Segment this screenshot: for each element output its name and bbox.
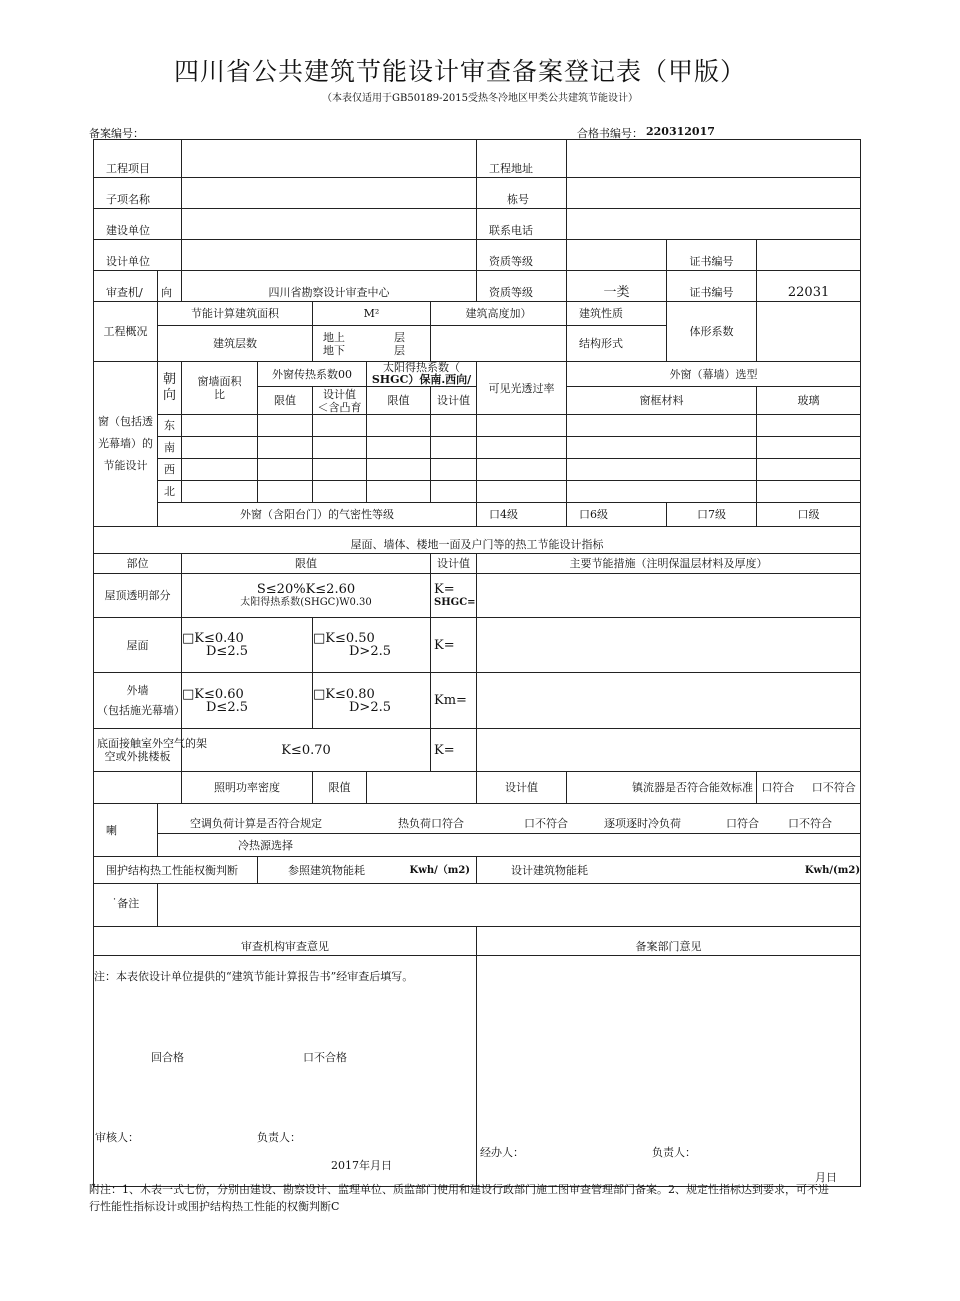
orientation-north: 北 [158,481,182,503]
visible-transmittance-header: 可见光透过率 [477,362,567,415]
reference-energy-cell [258,857,477,884]
heat-load-noncompliant[interactable]: 口不符合 [524,817,568,830]
window-wall-ratio-header: 窗墙面积 比 [182,362,258,415]
qualification-grade-label-2: 资质等级 [477,271,567,302]
building-height-label: 建筑高度加） [431,302,567,326]
tradeoff-label: 围护结构热工性能权衡判断 [94,857,258,884]
above-ground-label: 地上 [323,330,345,344]
reference-energy-label: 参照建筑物能耗 [288,863,365,877]
below-ground-label: 地下 [323,343,345,357]
north-u-limit-field[interactable] [258,481,313,503]
design-energy-unit: Kwh/(m2) [804,864,861,876]
wall-label: 外墙 （包括施光幕墙） [94,673,182,729]
lighting-design-label: 设计值 [477,772,567,804]
west-shgc-limit-field[interactable] [367,459,431,481]
project-item-field[interactable] [182,140,477,178]
lighting-limit-field[interactable] [367,772,477,804]
south-frame-field[interactable] [567,437,757,459]
pass-option[interactable]: 回合格 [151,1051,184,1064]
building-nature-label: 建筑性质 [567,302,667,326]
roof-design[interactable]: K= [431,618,477,673]
north-frame-field[interactable] [567,481,757,503]
envelope-part-header: 部位 [94,554,182,574]
filing-opinion-header: 备案部门意见 [477,927,861,956]
qualification-grade-value: 一类 [567,271,667,302]
u-design-header: 设计值 ＜含凸育 [313,387,367,415]
design-unit-field[interactable] [182,240,477,271]
area-unit: M² [313,302,431,326]
west-vt-field[interactable] [477,459,567,481]
review-agency-label: 审查机/ [94,271,158,302]
ballast-options[interactable] [757,772,861,804]
reviewer-label: 审核人： [95,1131,139,1144]
contact-phone-label: 联系电话 [477,209,567,240]
filing-date: 月日 [815,1171,838,1184]
east-shgc-design-field[interactable] [431,415,477,437]
west-u-limit-field[interactable] [258,459,313,481]
wall-design[interactable]: Km= [431,673,477,729]
north-vt-field[interactable] [477,481,567,503]
roof-measures[interactable] [477,618,861,673]
south-u-limit-field[interactable] [258,437,313,459]
envelope-design-header: 设计值 [431,554,477,574]
orientation-header: 朝 向 [158,362,182,415]
window-u-value-header: 外窗传热系数00 [258,362,367,387]
ballast-label: 镇流器是否符合能效标准 [567,772,757,804]
floor-unit-above: 层 [394,330,405,344]
floor-count-label: 建筑层数 [158,326,313,362]
design-unit-label: 设计单位 [94,240,182,271]
airtightness-level-4[interactable]: 口4级 [477,503,567,527]
project-overview-label: 工程概况 [94,302,158,362]
east-wwr-field[interactable] [182,415,258,437]
north-shgc-limit-field[interactable] [367,481,431,503]
review-agency-value: 四川省勘察设计审查中心 [182,271,477,302]
filing-person-in-charge-label: 负责人： [652,1146,697,1159]
west-glass-field[interactable] [757,459,861,481]
north-u-design-field[interactable] [313,481,367,503]
floor-measures[interactable] [477,729,861,772]
west-frame-field[interactable] [567,459,757,481]
heat-load-compliant[interactable]: 热负荷口符合 [398,817,464,830]
orientation-west: 西 [158,459,182,481]
south-shgc-design-field[interactable] [431,437,477,459]
page-title: 四川省公共建筑节能设计审查备案登记表（甲版） [173,57,746,86]
sub-item-name-label: 子项名称 [94,178,182,209]
north-wwr-field[interactable] [182,481,258,503]
filing-number-label: 备案编号： [89,127,144,140]
floor-limit: K≤0.70 [182,729,431,772]
review-note: 注：本表依设计单位提供的“建筑节能计算报告书”经审查后填写。 [94,970,414,983]
floor-design[interactable]: K= [431,729,477,772]
shgc-design-header: 设计值 [431,387,477,415]
floor-label: 底面接触室外空气的架 空或外挑楼板 [94,729,182,772]
orientation-east: 东 [158,415,182,437]
project-item-label: 工程项目 [94,140,182,178]
south-glass-field[interactable] [757,437,861,459]
load-calc-label: 空调负荷计算是否符合规定 [190,817,322,830]
wall-measures[interactable] [477,673,861,729]
remarks-field[interactable] [158,884,861,927]
certificate-number-label-3: 证书编号 [667,271,757,302]
south-vt-field[interactable] [477,437,567,459]
design-energy-cell [477,857,861,884]
sub-item-name-field[interactable] [182,178,477,209]
construction-unit-field[interactable] [182,209,477,240]
certificate-number-label-2: 证书编号 [667,240,757,271]
u-limit-header: 限值 [258,387,313,415]
glass-header: 玻璃 [757,387,861,415]
east-glass-field[interactable] [757,415,861,437]
project-address-field[interactable] [567,140,861,178]
building-height-field[interactable] [431,326,567,362]
roof-transparent-design[interactable]: K= SHGC= [431,574,477,618]
hourly-cooling-label: 逐项逐时冷负荷 [604,817,681,830]
east-vt-field[interactable] [477,415,567,437]
review-opinion-header: 审查机构审查意见 [94,927,477,956]
floor-unit-below: 层 [394,343,405,357]
energy-area-label: 节能计算建筑面积 [158,302,313,326]
envelope-section-title: 屋面、墙体、楼地一面及户门等的热工节能设计指标 [94,527,861,554]
certificate-number-value-2: 22031 [757,271,861,302]
review-person-in-charge-label: 负责人： [257,1131,301,1144]
fail-option[interactable]: 口不合格 [303,1051,347,1064]
building-number-field[interactable] [567,178,861,209]
window-section-label: 窗（包括透 光幕墙）的 节能设计 [94,362,158,527]
south-shgc-limit-field[interactable] [367,437,431,459]
reference-energy-unit: Kwh/（m2) [409,864,471,876]
wall-option-2[interactable]: □K≤0.80 D>2.5 [313,673,431,729]
hvac-label: 喇 [94,804,158,857]
review-date: 2017年月日 [331,1159,392,1172]
shape-coefficient-label: 体形系数 [667,302,757,362]
construction-unit-label: 建设单位 [94,209,182,240]
north-glass-field[interactable] [757,481,861,503]
wall-option-1[interactable]: □K≤0.60 D≤2.5 [182,673,313,729]
ballast-yes[interactable]: 口符合 [761,781,795,794]
remarks-label: ˙备注 [94,884,158,927]
page-subtitle: （本表仅适用于GB50189-2015受热冬冷地区甲类公共建筑节能设计） [322,93,638,104]
ballast-no[interactable]: 口不符合 [811,781,856,794]
east-u-limit-field[interactable] [258,415,313,437]
roof-transparent-limit: S≤20%K≤2.60 太阳得热系数(SHGC)W0.30 [182,574,431,618]
cooling-noncompliant[interactable]: 口不符合 [788,817,832,830]
floor-count-field[interactable] [313,326,431,362]
certificate-number-value: 220312017 [646,125,715,138]
project-address-label: 工程地址 [477,140,567,178]
contact-phone-field[interactable] [567,209,861,240]
building-number-label: 栋号 [477,178,567,209]
airtightness-level-7[interactable]: 口7级 [667,503,757,527]
roof-option-2[interactable]: □K≤0.50 D>2.5 [313,618,431,673]
lighting-limit-label: 限值 [313,772,367,804]
west-u-design-field[interactable] [313,459,367,481]
envelope-limit-header: 限值 [182,554,431,574]
south-wwr-field[interactable] [182,437,258,459]
airtightness-level-6[interactable]: 口6级 [567,503,667,527]
east-shgc-limit-field[interactable] [367,415,431,437]
registration-form-table [93,139,861,1187]
roof-transparent-label: 屋顶透明部分 [94,574,182,618]
lighting-blank [94,772,182,804]
roof-label: 屋面 [94,618,182,673]
review-opinion-box [94,956,477,1187]
qualification-grade-field[interactable] [567,240,667,271]
north-shgc-design-field[interactable] [431,481,477,503]
east-u-design-field[interactable] [313,415,367,437]
east-frame-field[interactable] [567,415,757,437]
window-type-header: 外窗（幕墙）选型 [567,362,861,387]
west-wwr-field[interactable] [182,459,258,481]
airtightness-level-blank[interactable]: 口级 [757,503,861,527]
filing-opinion-box [477,956,861,1187]
handler-label: 经办人： [480,1146,525,1159]
shgc-limit-header: 限值 [367,387,431,415]
lighting-power-density-label: 照明功率密度 [182,772,313,804]
shape-coefficient-field[interactable] [757,302,861,362]
west-shgc-design-field[interactable] [431,459,477,481]
certificate-number-field[interactable] [757,240,861,271]
frame-material-header: 窗框材料 [567,387,757,415]
airtightness-label: 外窗（含阳台门）的气密性等级 [158,503,477,527]
roof-transparent-measures[interactable] [477,574,861,618]
envelope-measures-header: 主要节能措施（注明保温层材料及厚度） [477,554,861,574]
south-u-design-field[interactable] [313,437,367,459]
cooling-compliant[interactable]: 口符合 [726,817,759,830]
heat-source-selection: 冷热源选择 [158,834,861,857]
review-agency-label-suffix: 向 [158,271,182,302]
structure-form-label: 结构形式 [567,326,667,362]
roof-option-1[interactable]: □K≤0.40 D≤2.5 [182,618,313,673]
hvac-load-row [158,804,861,834]
certificate-number-label: 合格书编号： [577,127,643,140]
qualification-grade-label: 资质等级 [477,240,567,271]
design-energy-label: 设计建筑物能耗 [511,863,589,877]
shgc-header: 太阳得热系数（ SHGC）保南.西向/ [367,362,477,387]
footnote: 附注：1、木表一式七份，分别由建设、勘察设计、监理单位、质监部门使用和建设行政部门施工图审查管理部门备案。2、规定性指标达到要求，可不进 行性能性指标设计或围护结构热工性能的权衡判断C [89,1183,829,1213]
orientation-south: 南 [158,437,182,459]
